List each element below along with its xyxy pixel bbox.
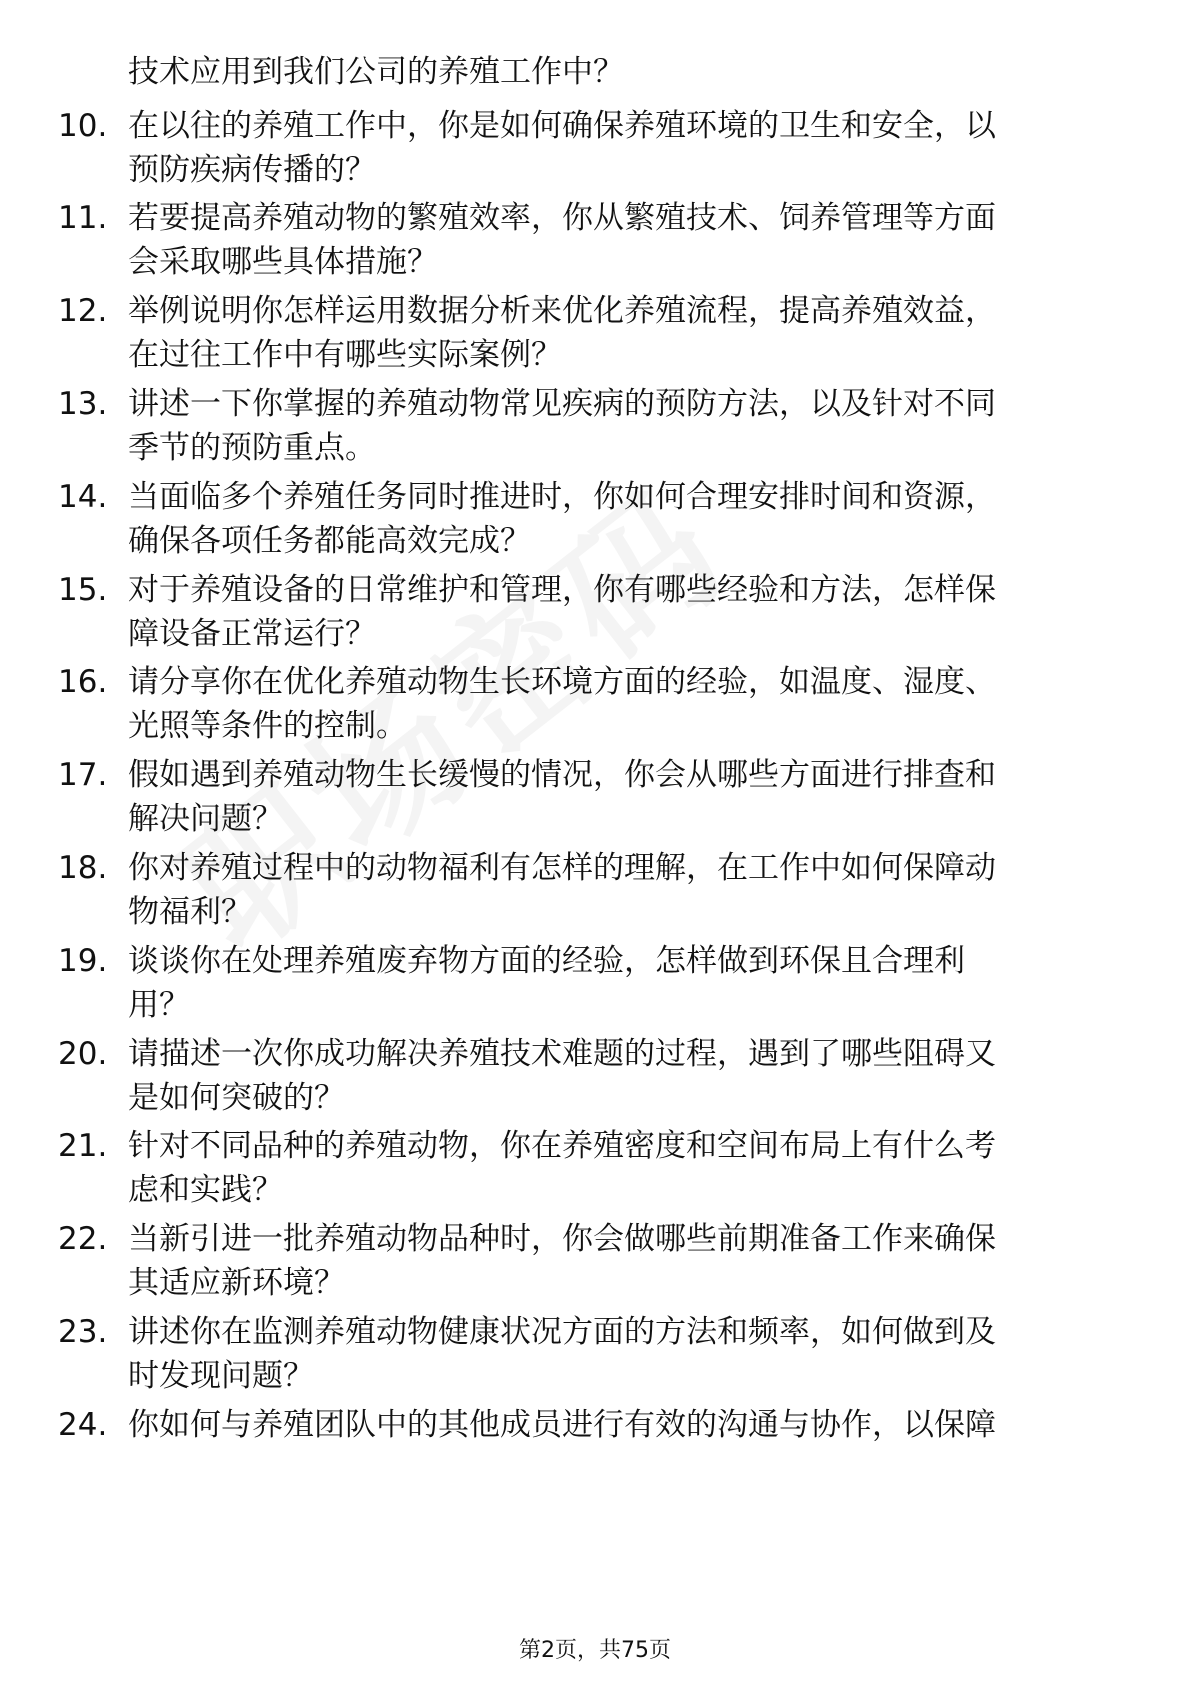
question-text: 若要提高养殖动物的繁殖效率，你从繁殖技术、饲养管理等方面 会采取哪些具体措施？ [128,200,996,280]
question-text: 请分享你在优化养殖动物生长环境方面的经验，如温度、湿度、 光照等条件的控制。 [128,664,996,744]
question-text: 对于养殖设备的日常维护和管理，你有哪些经验和方法，怎样保 障设备正常运行？ [128,572,996,652]
question-number: 16. [58,664,108,700]
question-text: 谈谈你在处理养殖废弃物方面的经验，怎样做到环保且合理利 用？ [128,943,965,1023]
question-number: 24. [58,1407,108,1443]
question-number: 15. [58,572,108,608]
question-number: 14. [58,479,108,515]
question-text: 在以往的养殖工作中，你是如何确保养殖环境的卫生和安全，以 预防疾病传播的？ [128,108,996,188]
question-number: 11. [58,200,108,236]
question-number: 13. [58,386,108,422]
question-number: 18. [58,850,108,886]
question-text: 你对养殖过程中的动物福利有怎样的理解，在工作中如何保障动 物福利？ [128,850,996,930]
question-number: 12. [58,293,108,329]
question-number: 22. [58,1221,108,1257]
question-text: 请描述一次你成功解决养殖技术难题的过程，遇到了哪些阻碍又 是如何突破的？ [128,1036,996,1116]
question-text: 假如遇到养殖动物生长缓慢的情况，你会从哪些方面进行排查和 解决问题？ [128,757,996,837]
question-number: 21. [58,1128,108,1164]
question-text: 你如何与养殖团队中的其他成员进行有效的沟通与协作，以保障 [128,1407,996,1443]
question-number: 23. [58,1314,108,1350]
question-text: 当面临多个养殖任务同时推进时，你如何合理安排时间和资源， 确保各项任务都能高效完成？ [128,479,996,559]
continuation-line: 技术应用到我们公司的养殖工作中？ [128,54,624,90]
question-text: 举例说明你怎样运用数据分析来优化养殖流程，提高养殖效益， 在过往工作中有哪些实际案例？ [128,293,996,373]
page-footer: 第2页，共75页 [519,1638,671,1663]
question-number: 19. [58,943,108,979]
question-number: 17. [58,757,108,793]
question-text: 讲述你在监测养殖动物健康状况方面的方法和频率，如何做到及 时发现问题？ [128,1314,996,1394]
question-text: 针对不同品种的养殖动物，你在养殖密度和空间布局上有什么考 虑和实践？ [128,1128,996,1208]
question-text: 讲述一下你掌握的养殖动物常见疾病的预防方法，以及针对不同 季节的预防重点。 [128,386,996,466]
question-number: 20. [58,1036,108,1072]
question-text: 当新引进一批养殖动物品种时，你会做哪些前期准备工作来确保 其适应新环境？ [128,1221,996,1301]
question-number: 10. [58,108,108,144]
